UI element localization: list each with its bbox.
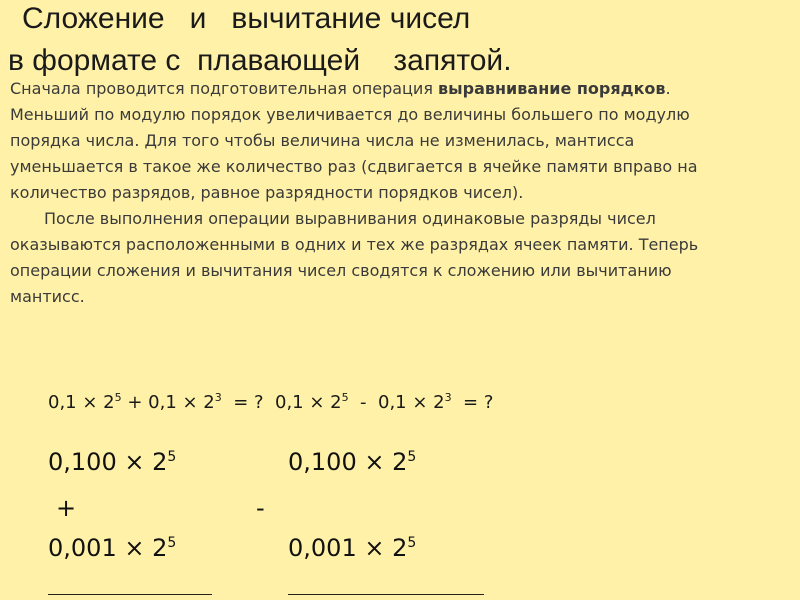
right-operand-1-exponent: 5	[407, 449, 417, 465]
left-operand-1	[48, 448, 176, 476]
right-operand-2-exponent: 5	[407, 535, 417, 551]
term-c: 0,1 × 2	[275, 392, 342, 413]
slide-title-line-1: Сложение и вычитание чисел	[22, 2, 471, 35]
body-text	[10, 76, 710, 310]
example-equation	[48, 392, 493, 413]
right-operand-2	[288, 534, 416, 562]
right-difference-line	[288, 594, 484, 595]
equals-question-1: = ?	[221, 392, 275, 413]
term-b-exponent: 3	[214, 391, 222, 404]
left-operand-1-text: 0,100 × 2	[48, 448, 168, 476]
term-a: 0,1 × 2	[48, 392, 115, 413]
left-sum-line	[48, 594, 212, 595]
right-operand-2-text: 0,001 × 2	[288, 534, 408, 562]
right-operand-1-text: 0,100 × 2	[288, 448, 408, 476]
left-operand-2	[48, 534, 176, 562]
paragraph-1-text: Сначала проводится подготовительная операция	[10, 79, 439, 98]
equals-question-2: = ?	[451, 392, 494, 413]
paragraph-1	[10, 76, 710, 102]
term-d: 0,1 × 2	[378, 392, 445, 413]
term-a-exponent: 5	[114, 391, 122, 404]
minus-sign: -	[348, 392, 378, 413]
term-d-exponent: 3	[444, 391, 452, 404]
term-c-exponent: 5	[341, 391, 349, 404]
paragraph-1-bold-term: выравнивание порядков	[438, 79, 666, 98]
right-operator: -	[256, 494, 265, 522]
slide-title-line-2: в формате с плавающей запятой.	[8, 44, 512, 77]
left-operand-2-text: 0,001 × 2	[48, 534, 168, 562]
left-operand-1-exponent: 5	[167, 449, 177, 465]
plus-sign: +	[121, 392, 149, 413]
right-operand-1	[288, 448, 416, 476]
paragraph-1-end: .	[665, 79, 671, 98]
left-operand-2-exponent: 5	[167, 535, 177, 551]
left-operator: +	[56, 494, 77, 522]
paragraph-2: Меньший по модулю порядок увеличивается до величины большего по модулю порядка числа. Для того чтобы величина числа не изменилась, мантисса уменьшается в такое же количество раз (сдвигается в ячейке памяти вправо на количество разрядов, равное разрядности порядков чисел).	[10, 105, 698, 202]
term-b: 0,1 × 2	[148, 392, 215, 413]
paragraph-3: После выполнения операции выравнивания одинаковые разряды чисел оказываются расположенными в одних и тех же разрядах ячеек памяти. Теперь операции сложения и вычитания чисел сводятся к сложению или вычитанию мантисс.	[10, 209, 699, 306]
